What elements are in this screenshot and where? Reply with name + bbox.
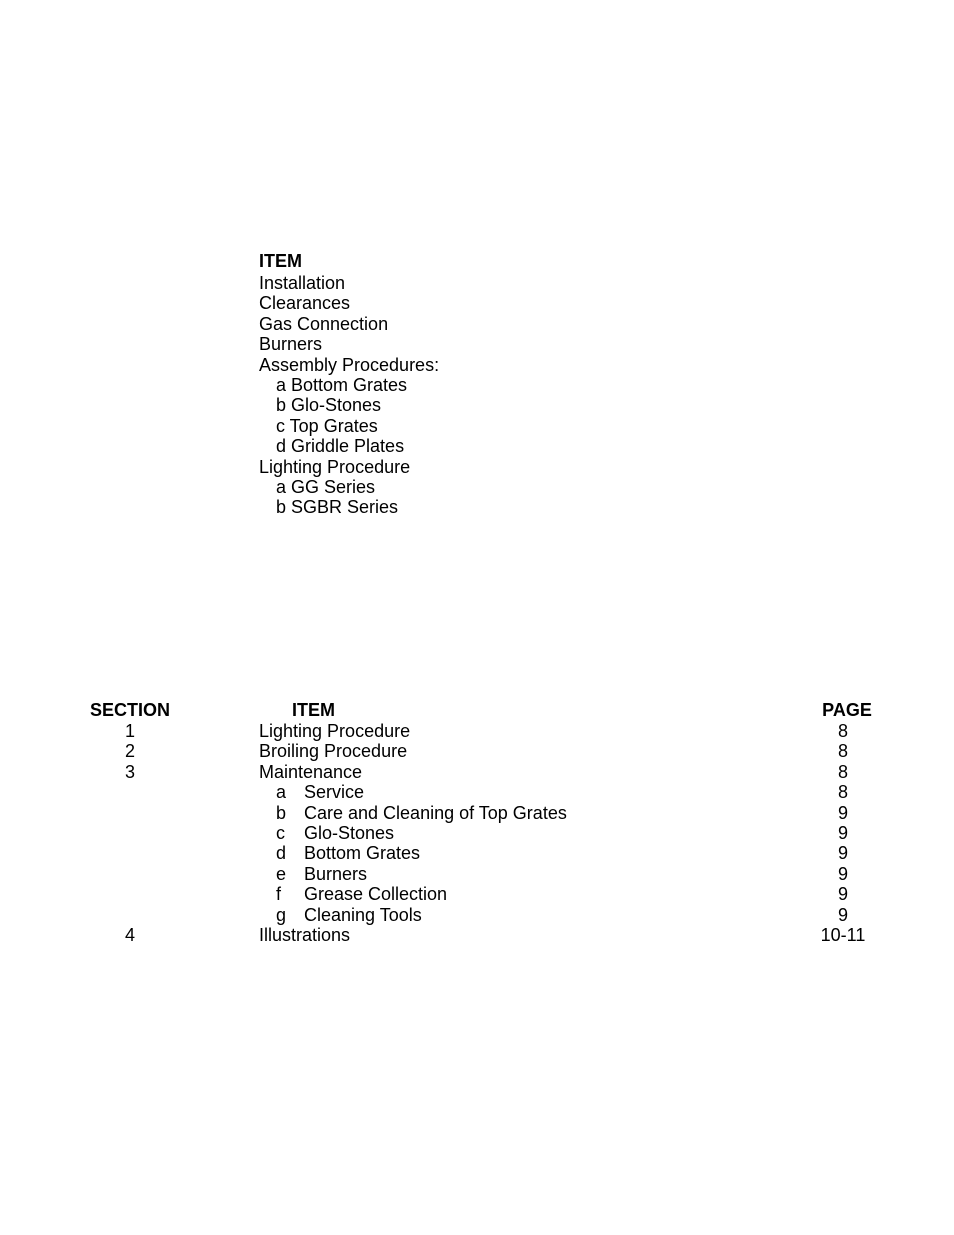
toc-row-page: 9 — [837, 905, 848, 925]
toc-top-item: b Glo-Stones — [276, 395, 382, 415]
toc-row-item: Bottom Grates — [304, 843, 421, 863]
toc-top-item: Assembly Procedures: — [259, 355, 440, 375]
toc-row-item: Lighting Procedure — [259, 721, 411, 741]
toc-row-page: 8 — [837, 762, 848, 782]
toc-row-section: 4 — [124, 925, 135, 945]
toc-bottom-header-section: SECTION — [89, 700, 170, 720]
toc-top-header-item: ITEM — [259, 251, 302, 271]
toc-row-page: 8 — [837, 741, 848, 761]
toc-row-page: 9 — [837, 843, 848, 863]
toc-top-item: Burners — [259, 334, 323, 354]
toc-top-item: Clearances — [259, 293, 351, 313]
toc-row-item-cell — [276, 803, 567, 823]
toc-top-item: b SGBR Series — [276, 497, 399, 517]
toc-row-section: 1 — [124, 721, 135, 741]
toc-row-item-cell — [276, 864, 367, 884]
toc-row-page: 8 — [837, 721, 848, 741]
toc-row-page: 9 — [837, 823, 848, 843]
toc-row-item: Glo-Stones — [304, 823, 395, 843]
toc-row-item-cell — [259, 741, 407, 761]
toc-row-item-cell — [276, 884, 447, 904]
toc-row-item: Burners — [304, 864, 368, 884]
toc-top-item: a Bottom Grates — [276, 375, 408, 395]
toc-row-item: Illustrations — [259, 925, 351, 945]
toc-row-page: 10-11 — [820, 925, 866, 945]
toc-row-letter: e — [276, 864, 287, 884]
toc-row-letter: d — [276, 843, 287, 863]
toc-row-item-cell — [259, 762, 362, 782]
toc-row-item-cell — [276, 843, 420, 863]
toc-row-item: Service — [304, 782, 365, 802]
toc-top-item: c Top Grates — [276, 416, 378, 436]
toc-row-item: Broiling Procedure — [259, 741, 408, 761]
toc-top-item: Gas Connection — [259, 314, 389, 334]
toc-row-letter: g — [276, 905, 287, 925]
toc-row-section: 3 — [124, 762, 135, 782]
toc-top-item: Lighting Procedure — [259, 457, 411, 477]
toc-row-page: 8 — [837, 782, 848, 802]
toc-row-letter: a — [276, 782, 287, 802]
toc-row-page: 9 — [837, 864, 848, 884]
toc-row-section: 2 — [124, 741, 135, 761]
toc-row-item-cell — [276, 823, 394, 843]
toc-row-page: 9 — [837, 803, 848, 823]
toc-bottom-header-page: PAGE — [822, 700, 872, 720]
toc-row-item: Maintenance — [259, 762, 363, 782]
toc-row-page: 9 — [837, 884, 848, 904]
toc-row-item: Care and Cleaning of Top Grates — [304, 803, 567, 823]
toc-row-letter: b — [276, 803, 287, 823]
toc-row-item: Cleaning Tools — [304, 905, 422, 925]
toc-row-letter: c — [276, 823, 285, 843]
toc-row-item-cell — [276, 782, 364, 802]
toc-top-item: a GG Series — [276, 477, 376, 497]
toc-row-item-cell — [259, 721, 410, 741]
toc-row-item-cell — [259, 925, 350, 945]
toc-row-item-cell — [276, 905, 422, 925]
toc-row-letter: f — [276, 884, 282, 904]
toc-row-item: Grease Collection — [304, 884, 448, 904]
toc-top-item: d Griddle Plates — [276, 436, 405, 456]
toc-top-item: Installation — [259, 273, 346, 293]
toc-bottom-header-item: ITEM — [292, 700, 335, 720]
